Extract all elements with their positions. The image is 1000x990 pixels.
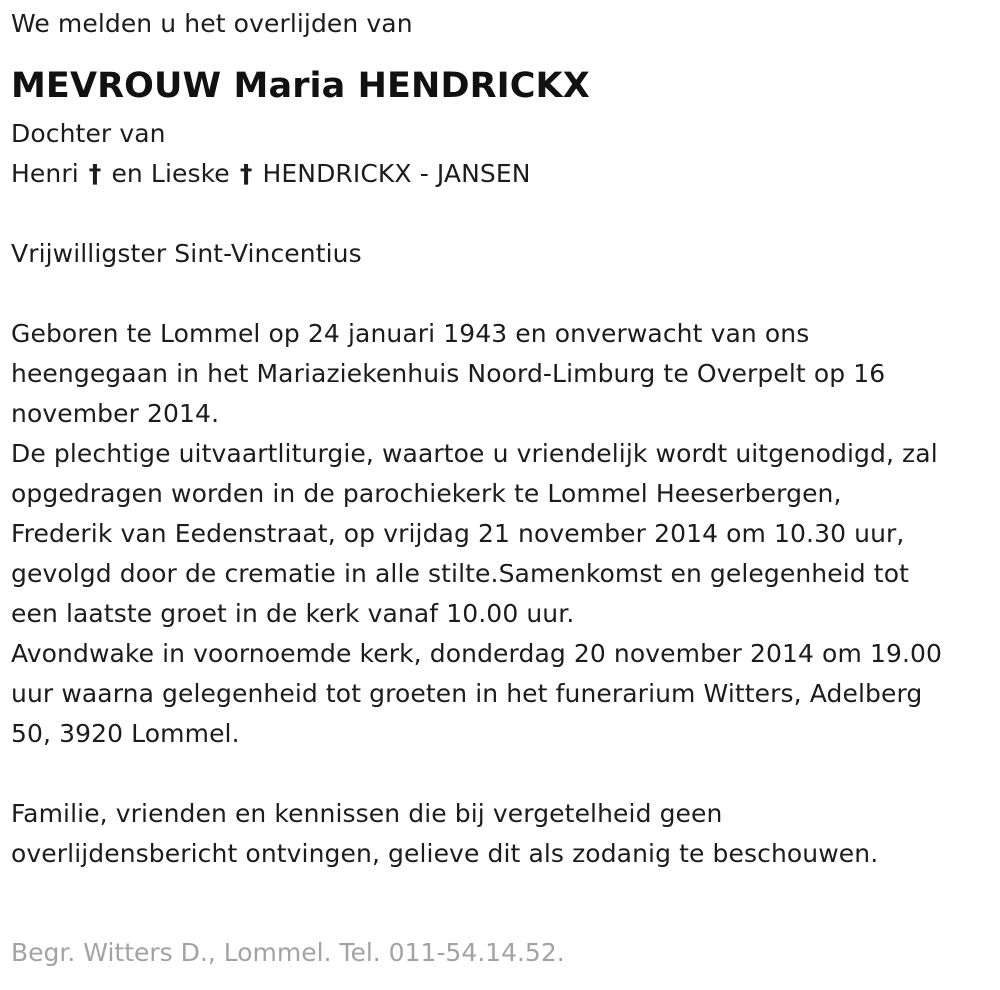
spacer [11,194,996,234]
body-line: De plechtige uitvaartliturgie, waartoe u vriendelijk wordt uitgenodigd, zal [11,439,938,468]
father-name: Henri [11,159,79,188]
death-notice [11,4,996,874]
spacer [11,274,996,314]
closing-note [11,794,996,874]
body-line: november 2014. [11,399,220,428]
closing-line: overlijdensbericht ontvingen, gelieve dit als zodanig te beschouwen. [11,839,879,868]
body-line: Geboren te Lommel op 24 januari 1943 en onverwacht van ons [11,319,810,348]
family-surnames: HENDRICKX - JANSEN [262,159,531,188]
funeral-details [11,314,996,754]
body-line: opgedragen worden in de parochiekerk te Lommel Heeserbergen, [11,479,842,508]
intro-text: We melden u het overlijden van [11,9,413,38]
body-line: 50, 3920 Lommel. [11,719,240,748]
undertaker-footer: Begr. Witters D., Lommel. Tel. 011-54.14.52. [11,938,565,967]
spacer [11,754,996,794]
body-line: een laatste groet in de kerk vanaf 10.00 uur. [11,599,575,628]
cross-icon: † [88,159,102,188]
body-line: heengegaan in het Mariaziekenhuis Noord-Limburg te Overpelt op 16 [11,359,886,388]
role-text: Vrijwilligster Sint-Vincentius [11,239,362,268]
closing-line: Familie, vrienden en kennissen die bij vergetelheid geen [11,799,723,828]
parents-line [11,154,996,194]
body-line: Frederik van Eedenstraat, op vrijdag 21 november 2014 om 10.30 uur, [11,519,905,548]
cross-icon: † [239,159,253,188]
deceased-name: MEVROUW Maria HENDRICKX [11,66,590,106]
mother-name: en Lieske [111,159,230,188]
body-line: gevolgd door de crematie in alle stilte.Samenkomst en gelegenheid tot [11,559,909,588]
body-line: uur waarna gelegenheid tot groeten in het funerarium Witters, Adelberg [11,679,923,708]
body-line: Avondwake in voornoemde kerk, donderdag 20 november 2014 om 19.00 [11,639,943,668]
relation-text: Dochter van [11,119,166,148]
